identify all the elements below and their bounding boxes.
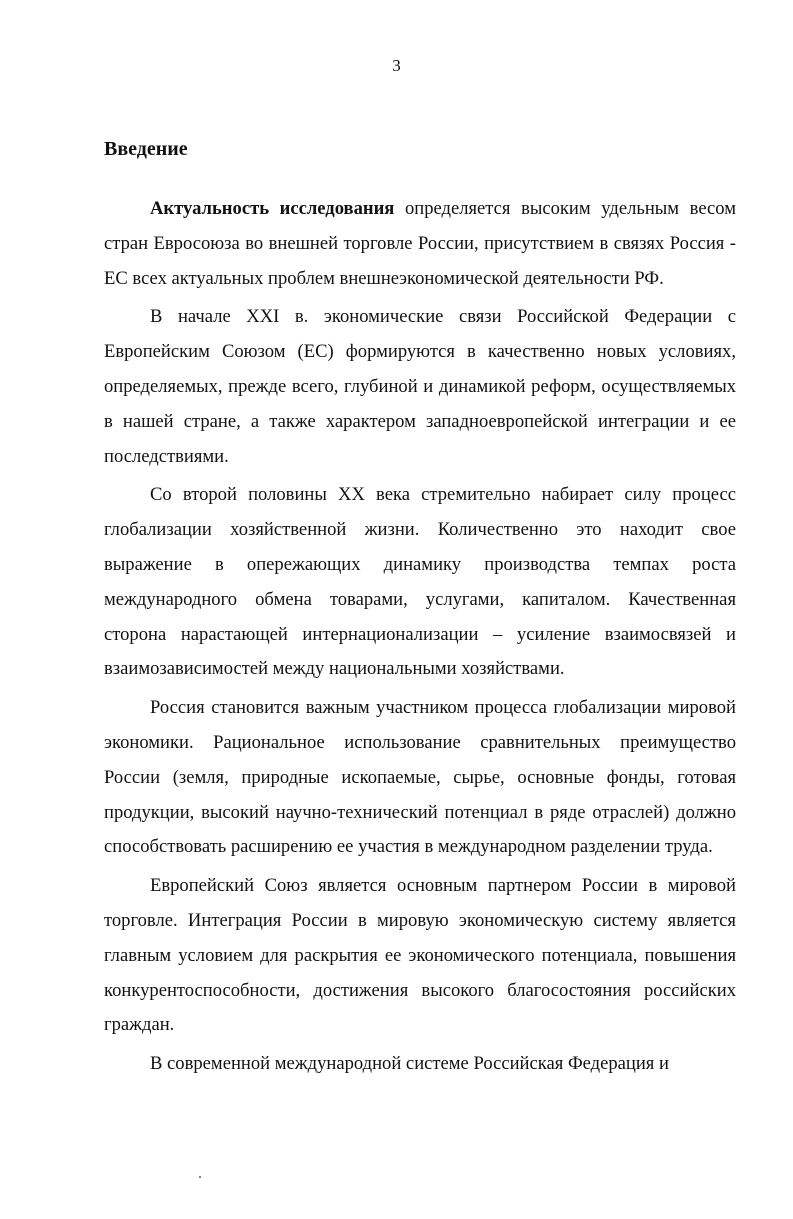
paragraph-text: определяется высоким удельным весом стран Евросоюза во внешней торговле России, присутствием в связях Россия - ЕС всех актуальных проблем внешнеэкономической деятельности РФ. [104, 198, 736, 289]
paragraph-modern-system: В современной международной системе Российская Федерация и [150, 1053, 669, 1075]
paragraph-relevance [104, 192, 736, 296]
paragraph-globalization: Со второй половины XX века стремительно набирает силу процесс глобализации хозяйственной жизни. Количественно это находит свое выражение в опережающих динамику производства темпах роста международного обмена товарами, услугами, капиталом. Качественная сторона нарастающей интернационализации – усиление взаимосвязей и взаимозависимостей между национальными хозяйствами. [104, 484, 736, 680]
page-number: 3 [392, 56, 401, 75]
paragraph-russia-participant: Россия становится важным участником процесса глобализации мировой экономики. Рациональное использование сравнительных преимущество России (земля, природные ископаемые, сырье, основные фонды, готовая продукции, высокий научно-технический потенциал в ряде отраслей) должно способствовать расширению ее участия в международном разделении труда. [104, 697, 736, 858]
paragraph-xxi-century: В начале XXI в. экономические связи Российской Федерации с Европейским Союзом (ЕС) формируются в качественно новых условиях, определяемых, прежде всего, глубиной и динамикой реформ, осуществляемых в нашей стране, а также характером западноевропейской интеграции и ее последствиями. [104, 306, 736, 467]
scan-speck [199, 1176, 201, 1178]
section-heading: Введение [104, 138, 188, 160]
paragraph-lead: Актуальность исследования [150, 198, 395, 219]
paragraph-eu-partner: Европейский Союз является основным партнером России в мировой торговле. Интеграция России в мировую экономическую систему является главным условием для раскрытия ее экономического потенциала, повышения конкурентоспособности, достижения высокого благосостояния российских граждан. [104, 875, 736, 1036]
body-text [104, 192, 736, 1086]
